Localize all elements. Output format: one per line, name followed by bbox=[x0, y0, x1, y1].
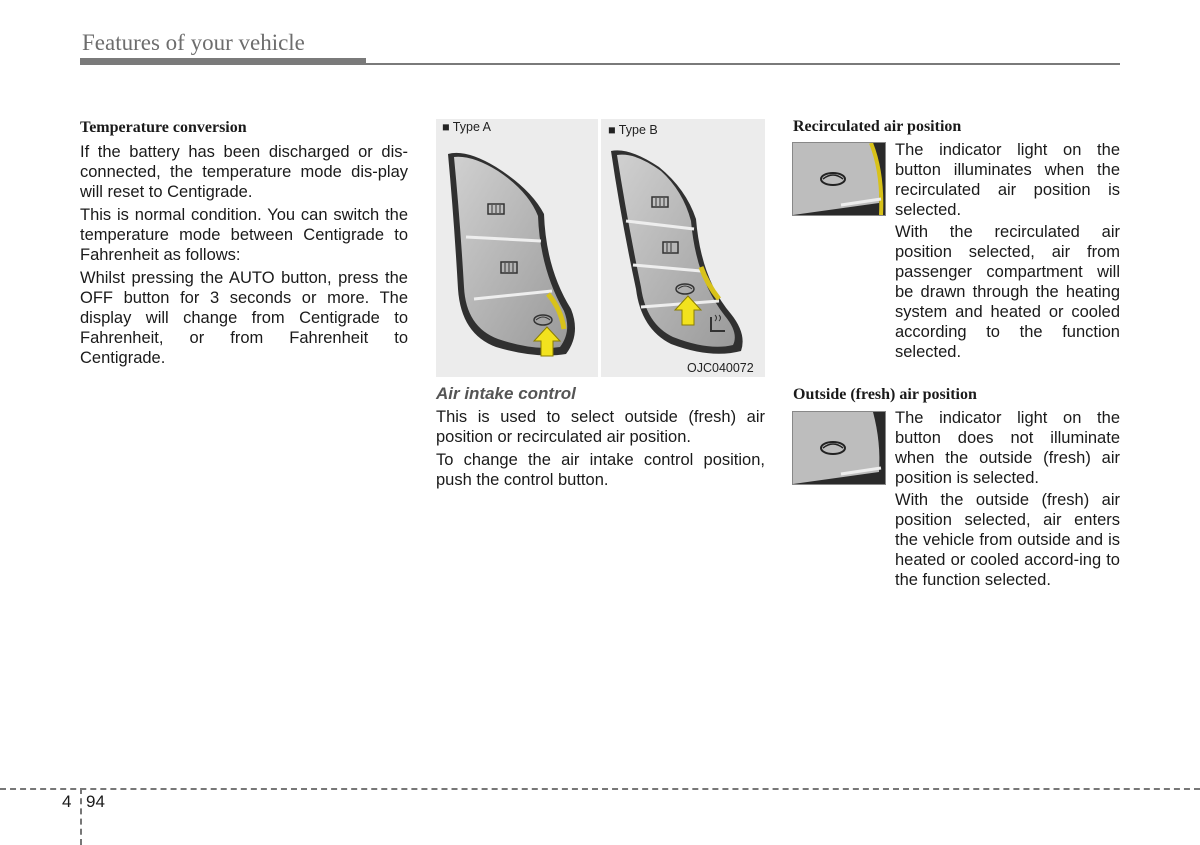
footer-rule bbox=[0, 788, 1200, 790]
paragraph: With the outside (fresh) air position selected, air enters the vehicle from outside and is heated or cooled accord-ing to the function selected. bbox=[895, 491, 1120, 589]
recirculated-button-image bbox=[793, 143, 885, 215]
paragraph: The indicator light on the button illuminates when the recirculated air position is selected. bbox=[895, 141, 1120, 219]
footer-divider bbox=[80, 788, 82, 845]
paragraph: The indicator light on the button does not illuminate when the outside (fresh) air position is selected. bbox=[895, 409, 1120, 487]
paragraph: Whilst pressing the AUTO button, press the OFF button for 3 seconds or more. The display will change from Centigrade to Fahrenheit, or from Fahrenheit to Centigrade. bbox=[80, 269, 408, 367]
figure-type-b bbox=[601, 119, 765, 377]
outside-description bbox=[895, 408, 1120, 592]
control-panel-type-b bbox=[601, 119, 765, 377]
air-intake-section bbox=[436, 384, 765, 493]
header-rule bbox=[366, 63, 1120, 65]
chapter-number: 4 bbox=[62, 792, 72, 811]
paragraph: This is normal condition. You can switch the temperature mode between Centigrade to Fahrenheit as follows: bbox=[80, 206, 408, 264]
recirculated-button-thumbnail bbox=[792, 142, 886, 216]
recirculated-heading: Recirculated air position bbox=[793, 118, 962, 135]
outside-button-image bbox=[793, 412, 885, 484]
paragraph: To change the air intake control position, push the control button. bbox=[436, 451, 765, 489]
type-b-label: ■ Type B bbox=[608, 123, 658, 137]
figure-type-a bbox=[436, 119, 598, 377]
temperature-heading: Temperature conversion bbox=[80, 119, 247, 136]
control-panel-type-a bbox=[436, 119, 598, 377]
outside-heading: Outside (fresh) air position bbox=[793, 386, 977, 403]
header-bar bbox=[80, 58, 366, 65]
outside-button-thumbnail bbox=[792, 411, 886, 485]
paragraph: With the recirculated air position selected, air from passenger compartment will be drawn through the heating system and heated or cooled according to the function selected. bbox=[895, 223, 1120, 361]
type-a-label: ■ Type A bbox=[442, 120, 492, 134]
air-intake-heading: Air intake control bbox=[436, 384, 576, 403]
recirculated-description bbox=[895, 140, 1120, 364]
paragraph: If the battery has been discharged or dis-connected, the temperature mode dis-play will reset to Centigrade. bbox=[80, 143, 408, 201]
page-number: 94 bbox=[86, 792, 105, 811]
figure-code: OJC040072 bbox=[687, 361, 754, 375]
page-header-title: Features of your vehicle bbox=[82, 30, 305, 55]
paragraph: This is used to select outside (fresh) air position or recirculated air position. bbox=[436, 408, 765, 446]
temperature-section bbox=[80, 118, 408, 371]
